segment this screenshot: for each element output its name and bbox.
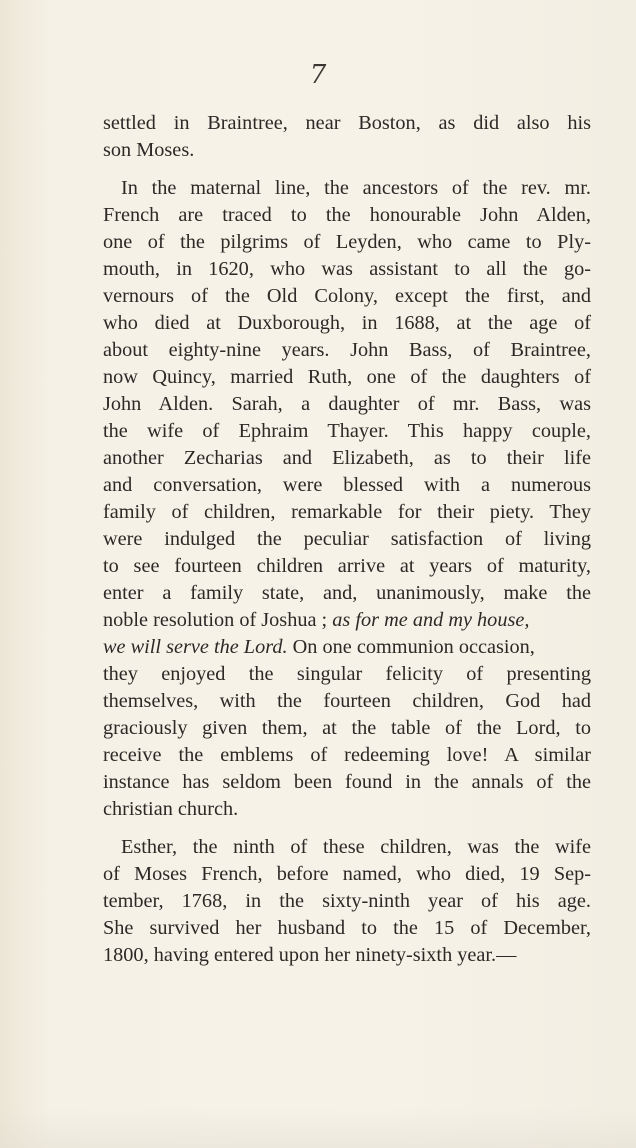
text-line: the wife of Ephraim Thayer. This happy couple,	[103, 420, 591, 442]
text-line: another Zecharias and Elizabeth, as to their life	[103, 447, 591, 469]
text-line: receive the emblems of redeeming love! A similar	[103, 744, 591, 766]
page-edge-shadow	[0, 1108, 636, 1148]
text-line: they enjoyed the singular felicity of presenting	[103, 663, 591, 685]
text-line: graciously given them, at the table of the Lord, to	[103, 717, 591, 739]
text-line: instance has seldom been found in the annals of the	[103, 771, 591, 793]
text-line: themselves, with the fourteen children, God had	[103, 690, 591, 712]
text-line-with-quote	[103, 607, 591, 634]
text-line: one of the pilgrims of Leyden, who came to Ply-	[103, 231, 591, 253]
text-line: christian church.	[103, 798, 239, 820]
text-line-with-quote	[103, 634, 591, 661]
text-segment: noble resolution of Joshua ;	[103, 609, 333, 631]
text-line: now Quincy, married Ruth, one of the daughters of	[103, 366, 591, 388]
text-line: to see fourteen children arrive at years of maturity,	[103, 555, 591, 577]
text-line: She survived her husband to the 15 of December,	[103, 917, 591, 939]
italic-quote: we will serve the Lord.	[103, 636, 288, 658]
body-text	[103, 110, 591, 969]
text-line: 1800, having entered upon her ninety-sixth year.—	[103, 944, 517, 966]
text-line: son Moses.	[103, 139, 195, 161]
text-line: family of children, remarkable for their piety. They	[103, 501, 591, 523]
text-line: were indulged the peculiar satisfaction of living	[103, 528, 591, 550]
text-line: about eighty-nine years. John Bass, of Braintree,	[103, 339, 591, 361]
paragraph-gap	[103, 164, 591, 175]
text-segment: On one communion occasion,	[287, 636, 535, 658]
text-line: mouth, in 1620, who was assistant to all the go-	[103, 258, 591, 280]
text-line: tember, 1768, in the sixty-ninth year of his age.	[103, 890, 591, 912]
text-line: French are traced to the honourable John Alden,	[103, 204, 591, 226]
text-line: settled in Braintree, near Boston, as did also his	[103, 112, 591, 134]
text-line: and conversation, were blessed with a numerous	[103, 474, 591, 496]
text-line: Esther, the ninth of these children, was the wife	[121, 836, 591, 858]
text-line: vernours of the Old Colony, except the first, and	[103, 285, 591, 307]
text-line: of Moses French, before named, who died, 19 Sep-	[103, 863, 591, 885]
text-line: enter a family state, and, unanimously, make the	[103, 582, 591, 604]
paragraph-gap	[103, 823, 591, 834]
text-line: In the maternal line, the ancestors of the rev. mr.	[121, 177, 591, 199]
italic-quote: as for me and my house,	[332, 609, 530, 631]
text-line: who died at Duxborough, in 1688, at the age of	[103, 312, 591, 334]
text-line: John Alden. Sarah, a daughter of mr. Bass, was	[103, 393, 591, 415]
page-number: 7	[309, 60, 327, 90]
